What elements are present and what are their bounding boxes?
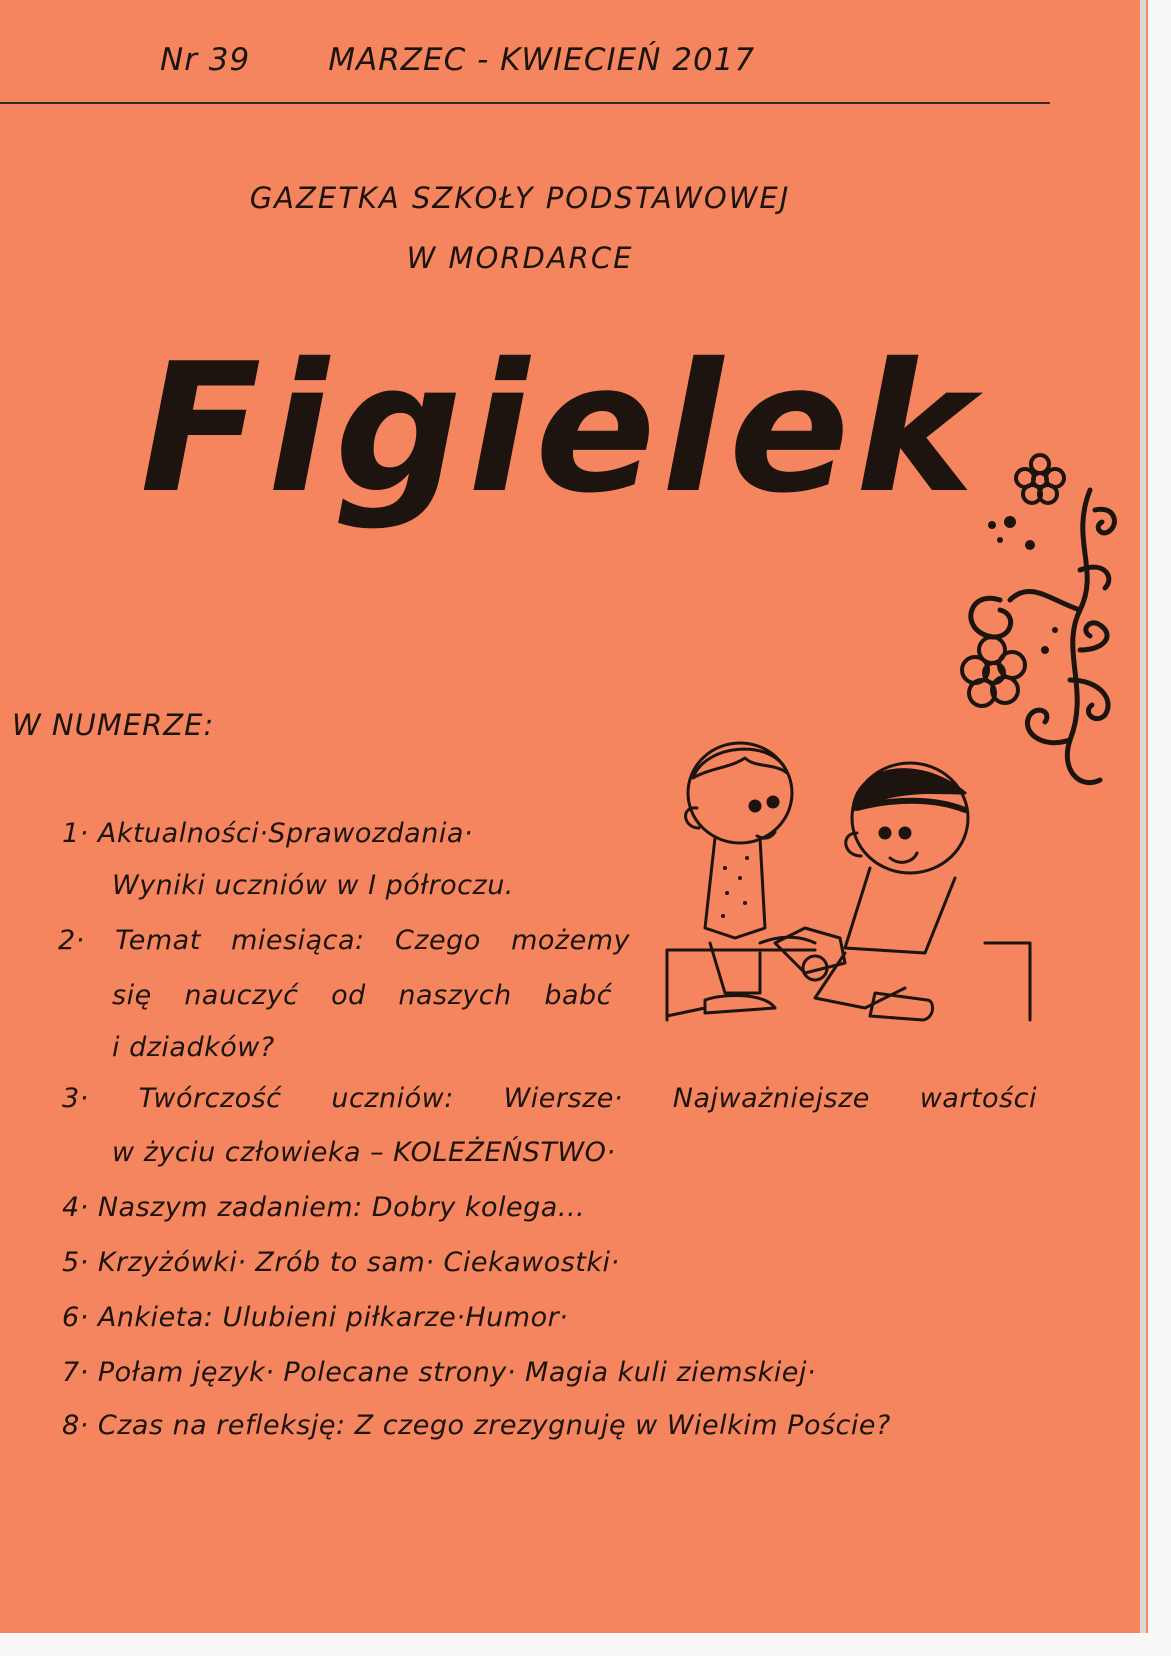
toc-word: naszych <box>398 980 512 1011</box>
toc-word: babć <box>544 980 612 1011</box>
toc-item-1-line-1: 1· Aktualności·Sprawozdania· <box>62 818 473 849</box>
toc-word: 3· <box>62 1083 89 1114</box>
school-line-1: GAZETKA SZKOŁY PODSTAWOWEJ <box>249 181 791 215</box>
toc-word: uczniów: <box>331 1083 454 1114</box>
toc-word: możemy <box>511 925 630 956</box>
toc-item-2-line-2 <box>112 980 612 1011</box>
toc-word: Najważniejsze <box>672 1083 870 1114</box>
issue-date: MARZEC - KWIECIEŃ 2017 <box>328 42 756 78</box>
toc-word: się <box>112 980 152 1011</box>
toc-item-5: 5· Krzyżówki· Zrób to sam· Ciekawostki· <box>62 1247 620 1278</box>
toc-word: nauczyć <box>184 980 299 1011</box>
toc-item-6: 6· Ankieta: Ulubieni piłkarze·Humor· <box>62 1302 569 1333</box>
toc-item-7: 7· Połam język· Polecane strony· Magia kuli ziemskiej· <box>62 1357 816 1388</box>
toc-item-2-line-3: i dziadków? <box>112 1032 275 1063</box>
toc-word: Temat <box>115 925 201 956</box>
toc-item-8: 8· Czas na refleksję: Z czego zrezygnuję w Wielkim Poście? <box>62 1410 891 1441</box>
toc-item-3-line-2: w życiu człowieka – KOLEŻEŃSTWO· <box>112 1137 616 1168</box>
toc-word: 2· <box>58 925 85 956</box>
toc-item-4: 4· Naszym zadaniem: Dobry kolega... <box>62 1192 586 1223</box>
in-this-issue-label: W NUMERZE: <box>12 708 215 742</box>
page-edge <box>1140 0 1146 1633</box>
school-line-2: W MORDARCE <box>406 241 634 275</box>
toc-word: miesiąca: <box>231 925 365 956</box>
newsletter-title: Figielek <box>140 325 980 532</box>
toc-word: Czego <box>394 925 481 956</box>
toc-item-2-line-1 <box>58 925 630 956</box>
toc-item-1-line-2: Wyniki uczniów w I półroczu. <box>112 870 514 901</box>
toc-word: Wiersze· <box>503 1083 623 1114</box>
toc-word: wartości <box>919 1083 1037 1114</box>
toc-word: Twórczość <box>138 1083 282 1114</box>
issue-number: Nr 39 <box>160 42 251 78</box>
toc-item-3-line-1 <box>62 1083 1037 1114</box>
toc-word: od <box>331 980 366 1011</box>
